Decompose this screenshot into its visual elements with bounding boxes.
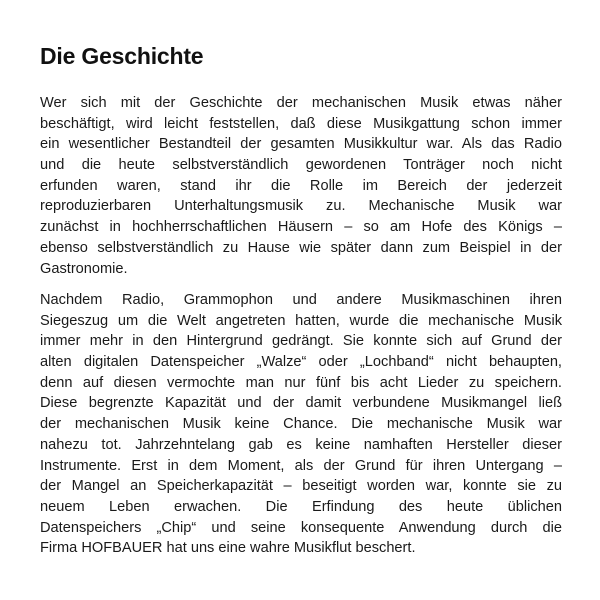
text-line: denn auf diesen vermochte man nur fünf bis acht Lieder zu speichern. [40, 374, 562, 391]
paragraph-2 [40, 290, 562, 559]
text-line: beschäftigt, wird leicht feststellen, daß diese Musikgattung schon immer [40, 115, 562, 132]
text-line: Wer sich mit der Geschichte der mechanischen Musik etwas näher [40, 95, 562, 111]
page-title: Die Geschichte [40, 43, 204, 69]
text-line: ein wesentlicher Bestandteil der gesamten Musikkultur war. Als das Radio [40, 136, 562, 153]
text-line: alten digitalen Datenspeicher „Walze“ oder „Lochband“ nicht behaupten, [40, 354, 562, 371]
text-line: ebenso selbstverständlich zu Hause wie später dann zum Beispiel in der [40, 239, 562, 256]
text-line: Firma HOFBAUER hat uns eine wahre Musikflut beschert. [40, 540, 416, 557]
text-line: immer mehr in den Hintergrund gedrängt. Sie konnte sich auf Grund der [40, 333, 562, 350]
text-line: Nachdem Radio, Grammophon und andere Musikmaschinen ihren [40, 292, 562, 308]
text-line: nahezu tot. Jahrzehntelang gab es keine namhaften Hersteller dieser [40, 436, 562, 453]
text-line: Diese begrenzte Kapazität und der damit verbundene Musikmangel ließ [40, 395, 562, 412]
text-line: zunächst in hochherrschaftlichen Häusern – so am Hofe des Königs – [40, 219, 562, 236]
text-line: und die heute selbstverständlich gewordenen Tonträger noch nicht [40, 157, 562, 174]
text-line: der mechanischen Musik keine Chance. Die mechanische Musik war [40, 416, 562, 433]
text-line: erfunden waren, stand ihr die Rolle im Bereich der jederzeit [40, 177, 562, 194]
paragraph-1 [40, 93, 562, 279]
text-line: Datenspeichers „Chip“ und seine konsequente Anwendung durch die [40, 519, 562, 536]
text-line: Siegeszug um die Welt angetreten hatten, wurde die mechanische Musik [40, 312, 562, 329]
text-line: Gastronomie. [40, 260, 128, 277]
text-line: Instrumente. Erst in dem Moment, als der Grund für ihren Untergang – [40, 457, 562, 474]
text-line: reproduzierbaren Unterhaltungsmusik zu. Mechanische Musik war [40, 198, 562, 215]
text-line: der Mangel an Speicherkapazität – beseitigt worden war, konnte sie zu [40, 478, 562, 495]
text-line: neuem Leben erwachen. Die Erfindung des heute üblichen [40, 498, 562, 515]
